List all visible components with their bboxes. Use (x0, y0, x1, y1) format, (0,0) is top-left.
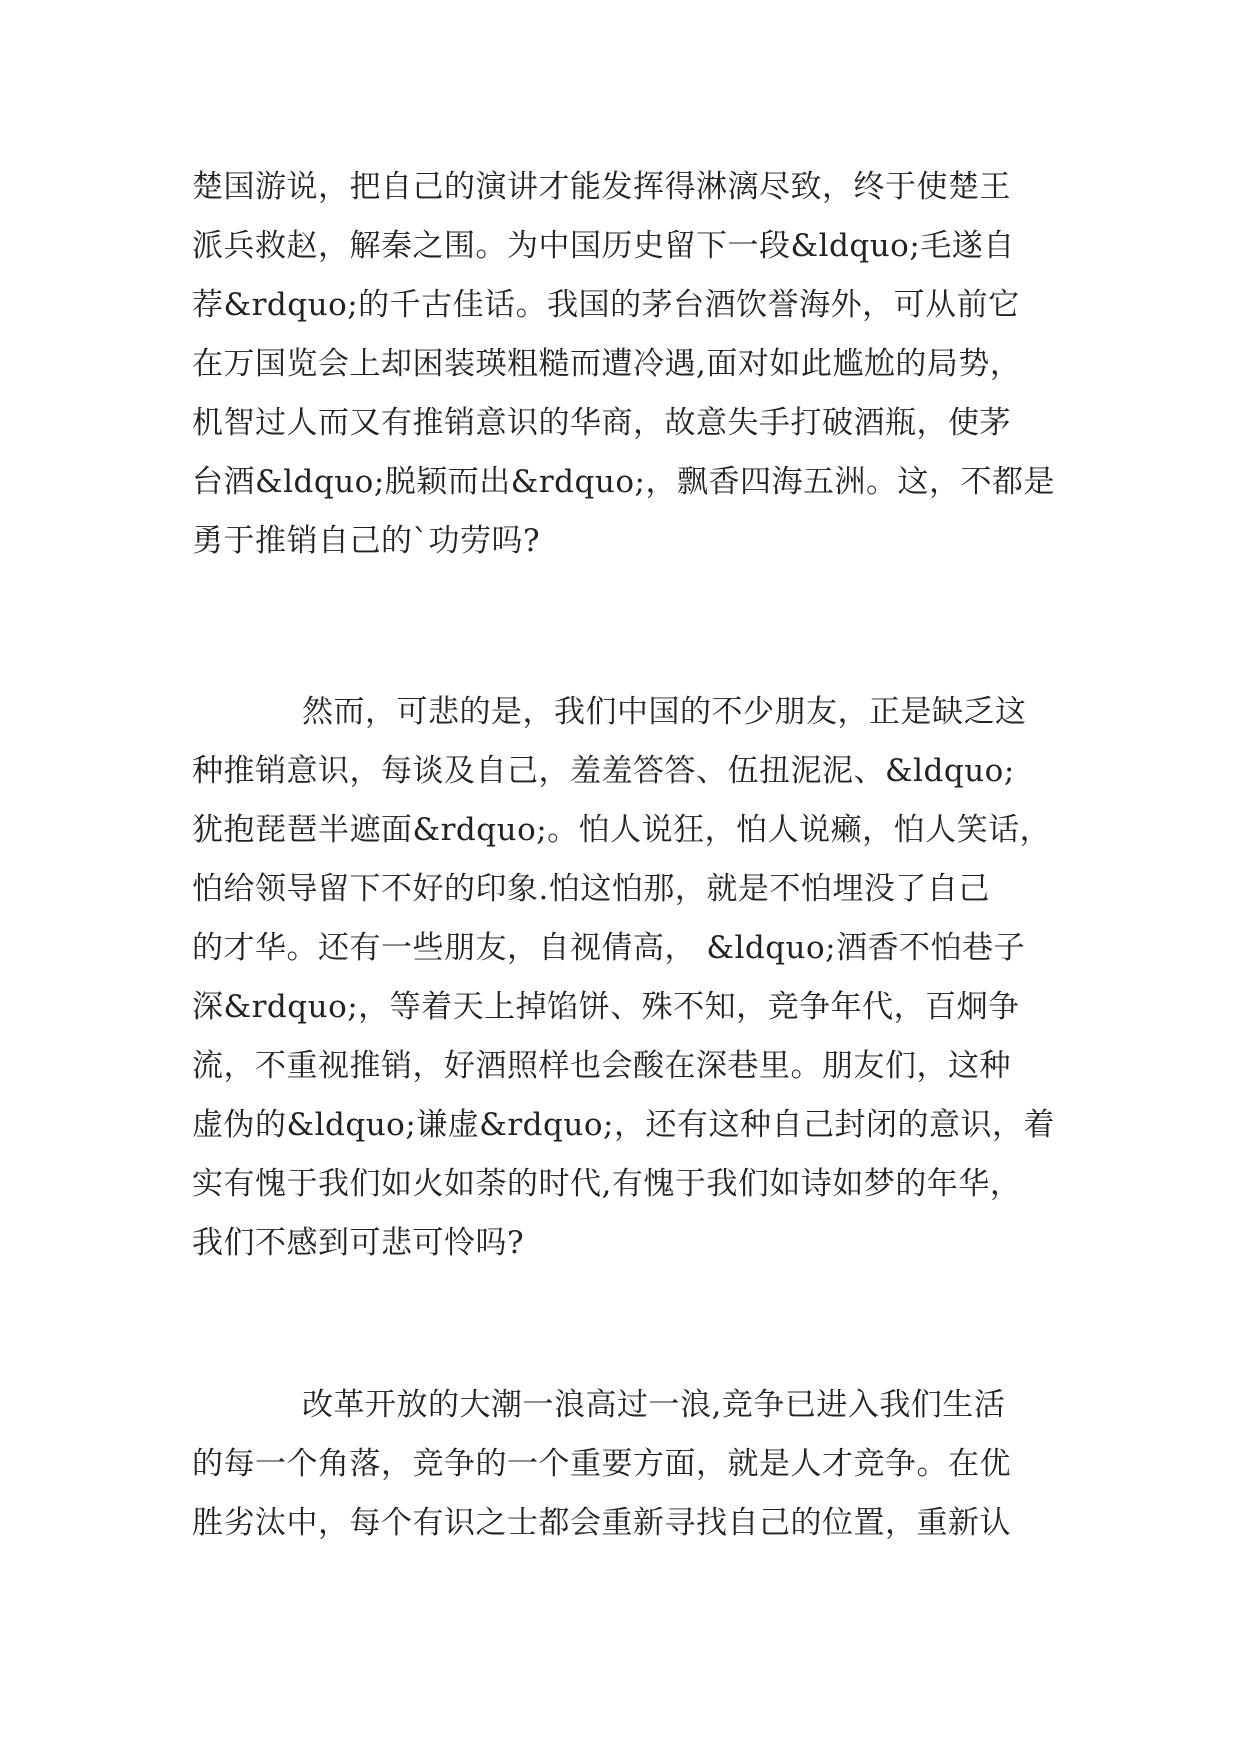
text-line: 派兵救赵，解秦之围。为中国历史留下一段&ldquo;毛遂自 (192, 228, 1015, 264)
text-line: 怕给领导留下不好的印象.怕这怕那，就是不怕埋没了自己 (192, 871, 990, 907)
text-line: 种推销意识，每谈及自己，羞羞答答、伍扭泥泥、&ldquo; (192, 753, 1015, 789)
paragraph-2 (192, 683, 1072, 1273)
text-line: 流，不重视推销，好酒照样也会酸在深巷里。朋友们，这种 (192, 1048, 1011, 1084)
text-line: 犹抱琵琶半遮面&rdquo;。怕人说狂，怕人说癞，怕人笑话， (192, 812, 1052, 848)
text-line: 实有愧于我们如火如荼的时代,有愧于我们如诗如梦的年华， (192, 1166, 1022, 1202)
text-line: 台酒&ldquo;脱颖而出&rdquo;，飘香四海五洲。这，不都是 (192, 464, 1055, 500)
paragraph-3 (192, 1376, 1072, 1553)
text-line: 荐&rdquo;的千古佳话。我国的茅台酒饮誉海外，可从前它 (192, 287, 1020, 323)
paragraph-1 (192, 158, 1072, 571)
text-line: 机智过人而又有推销意识的华商，故意失手打破酒瓶，使茅 (192, 405, 1011, 441)
text-line: 然而，可悲的是，我们中国的不少朋友，正是缺乏这 (302, 694, 1027, 730)
text-line: 我们不感到可悲可怜吗? (192, 1225, 525, 1261)
text-line: 胜劣汰中，每个有识之士都会重新寻找自己的位置，重新认 (192, 1505, 1011, 1541)
text-line: 楚国游说，把自己的演讲才能发挥得淋漓尽致，终于使楚王 (192, 169, 1011, 205)
text-line: 改革开放的大潮一浪高过一浪,竞争已进入我们生活 (302, 1387, 1006, 1423)
text-line: 的才华。还有一些朋友，自视倩高， &ldquo;酒香不怕巷子 (192, 930, 1026, 966)
text-line: 在万国览会上却困装瑛粗糙而遭冷遇,面对如此尴尬的局势， (192, 346, 1022, 382)
text-line: 虚伪的&ldquo;谦虚&rdquo;，还有这种自己封闭的意识，着 (192, 1107, 1055, 1143)
text-line: 勇于推销自己的`功劳吗? (192, 523, 541, 559)
text-line: 的每一个角落，竞争的一个重要方面，就是人才竞争。在优 (192, 1446, 1011, 1482)
text-line: 深&rdquo;，等着天上掉馅饼、殊不知，竞争年代，百炯争 (192, 989, 1020, 1025)
